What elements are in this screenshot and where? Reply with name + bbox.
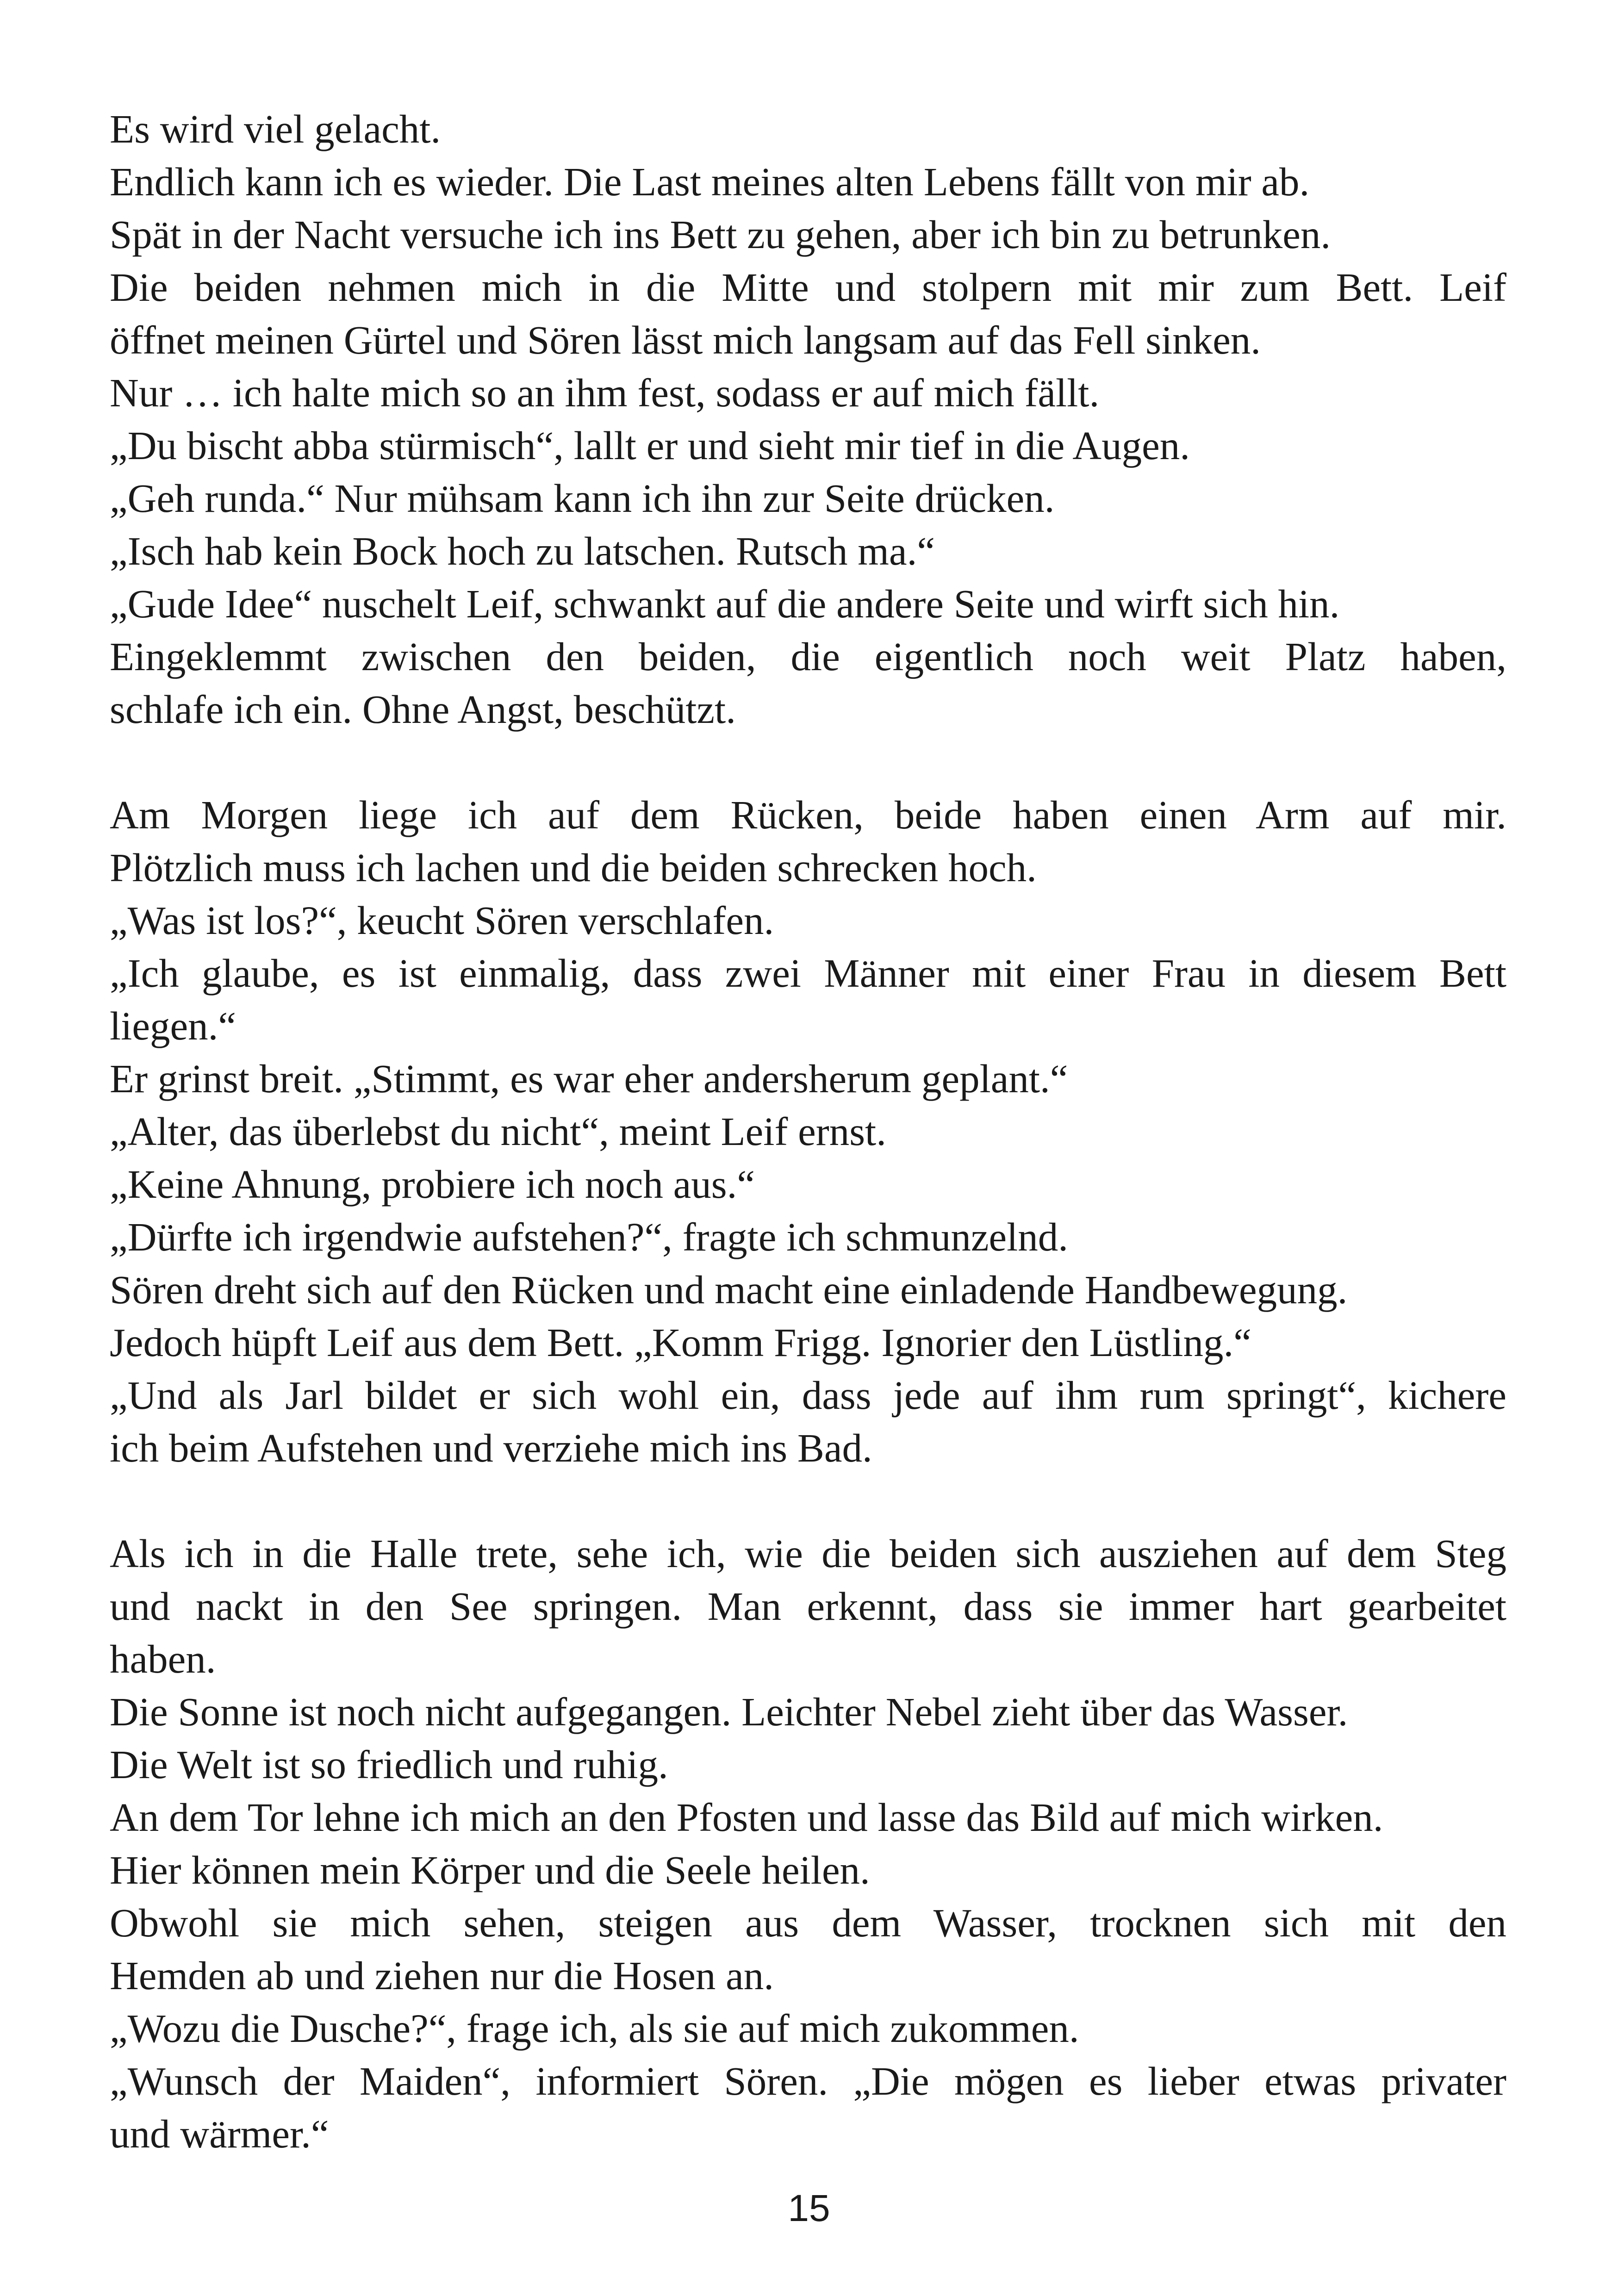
- text-line: ich beim Aufstehen und verziehe mich ins Bad.: [110, 1425, 872, 1470]
- paragraph-gap: [110, 736, 1506, 789]
- text-line: Am Morgen liege ich auf dem Rücken, beide haben einen Arm auf mir.: [110, 792, 1506, 837]
- text-line: schlafe ich ein. Ohne Angst, beschützt.: [110, 687, 736, 732]
- text-line: Eingeklemmt zwischen den beiden, die eigentlich noch weit Platz haben,: [110, 634, 1506, 679]
- text-line: „Gude Idee“ nuschelt Leif, schwankt auf die andere Seite und wirft sich hin.: [110, 581, 1340, 626]
- text-line: Endlich kann ich es wieder. Die Last meines alten Lebens fällt von mir ab.: [110, 159, 1310, 204]
- page-body: [110, 103, 1506, 2160]
- text-line: haben.: [110, 1636, 216, 1681]
- text-line: „Was ist los?“, keucht Sören verschlafen.: [110, 898, 774, 943]
- paragraph-gap: [110, 1475, 1506, 1527]
- text-line: „Wozu die Dusche?“, frage ich, als sie auf mich zukommen.: [110, 2006, 1079, 2051]
- text-line: Es wird viel gelacht.: [110, 106, 441, 151]
- text-line: „Alter, das überlebst du nicht“, meint Leif ernst.: [110, 1109, 886, 1154]
- text-line: öffnet meinen Gürtel und Sören lässt mich langsam auf das Fell sinken.: [110, 317, 1261, 362]
- text-line: An dem Tor lehne ich mich an den Pfosten und lasse das Bild auf mich wirken.: [110, 1795, 1383, 1840]
- text-line: Nur … ich halte mich so an ihm fest, sodass er auf mich fällt.: [110, 370, 1100, 415]
- text-line: Jedoch hüpft Leif aus dem Bett. „Komm Frigg. Ignorier den Lüstling.“: [110, 1320, 1251, 1365]
- text-line: „Ich glaube, es ist einmalig, dass zwei Männer mit einer Frau in diesem Bett: [110, 951, 1506, 996]
- text-line: „Du bischt abba stürmisch“, lallt er und sieht mir tief in die Augen.: [110, 423, 1190, 468]
- text-line: Plötzlich muss ich lachen und die beiden schrecken hoch.: [110, 845, 1037, 890]
- text-line: Spät in der Nacht versuche ich ins Bett zu gehen, aber ich bin zu betrunken.: [110, 212, 1331, 257]
- text-line: Die Sonne ist noch nicht aufgegangen. Leichter Nebel zieht über das Wasser.: [110, 1689, 1348, 1734]
- text-line: liegen.“: [110, 1003, 236, 1048]
- text-line: Er grinst breit. „Stimmt, es war eher andersherum geplant.“: [110, 1056, 1068, 1101]
- paragraph: [110, 103, 1506, 736]
- text-line: „Dürfte ich irgendwie aufstehen?“, fragte ich schmunzelnd.: [110, 1214, 1069, 1259]
- text-line: und wärmer.“: [110, 2111, 329, 2156]
- page-number: 15: [788, 2187, 830, 2229]
- text-line: „Keine Ahnung, probiere ich noch aus.“: [110, 1162, 755, 1207]
- text-line: „Wunsch der Maiden“, informiert Sören. „Die mögen es lieber etwas privater: [110, 2059, 1506, 2103]
- text-line: Als ich in die Halle trete, sehe ich, wie die beiden sich ausziehen auf dem Steg: [110, 1531, 1506, 1576]
- text-line: Hier können mein Körper und die Seele heilen.: [110, 1848, 870, 1892]
- text-line: Sören dreht sich auf den Rücken und macht eine einladende Handbewegung.: [110, 1267, 1348, 1312]
- text-line: „Und als Jarl bildet er sich wohl ein, dass jede auf ihm rum springt“, kichere: [110, 1373, 1506, 1418]
- text-line: „Isch hab kein Bock hoch zu latschen. Rutsch ma.“: [110, 529, 935, 573]
- text-line: Hemden ab und ziehen nur die Hosen an.: [110, 1953, 774, 1998]
- text-line: Die beiden nehmen mich in die Mitte und stolpern mit mir zum Bett. Leif: [110, 265, 1506, 310]
- paragraph: [110, 1527, 1506, 2160]
- paragraph: [110, 789, 1506, 1475]
- text-line: Die Welt ist so friedlich und ruhig.: [110, 1742, 668, 1787]
- text-line: und nackt in den See springen. Man erkennt, dass sie immer hart gearbeitet: [110, 1584, 1506, 1629]
- text-line: „Geh runda.“ Nur mühsam kann ich ihn zur Seite drücken.: [110, 476, 1055, 521]
- text-line: Obwohl sie mich sehen, steigen aus dem Wasser, trocknen sich mit den: [110, 1900, 1506, 1945]
